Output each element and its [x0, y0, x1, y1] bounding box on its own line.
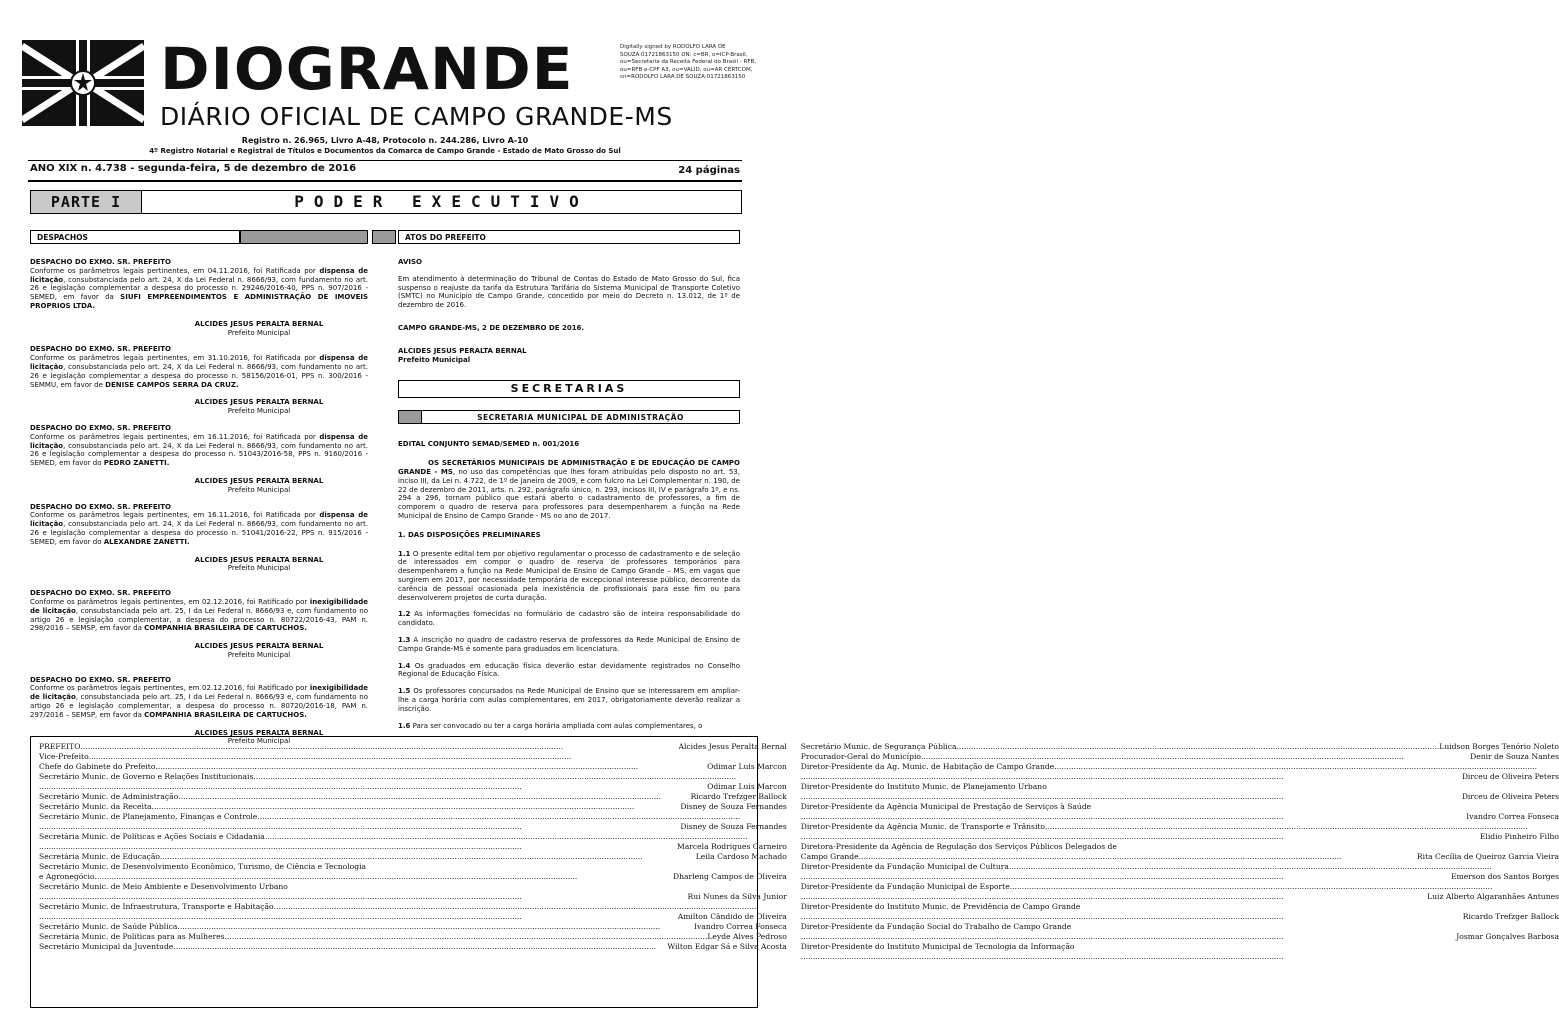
- page-count: 24 páginas: [678, 165, 740, 176]
- aviso-text: Em atendimento à determinação do Tribunal de Contas do Estado de Mato Grosso do Sul, fica suspenso o reajuste da tarifa da Estrutura Tarifária do Sistema Municipal de Transporte Coletivo (SMTC) no Município de Campo Grande, concedido por meio do Decreto n. 13.012, de 1º de dezembro de 2016.: [398, 274, 740, 310]
- edital-item: 1.4 Os graduados em educação física deverão estar devidamente registrados no Conselho Regional de Educação Física.: [398, 661, 740, 679]
- directory-entry: [801, 932, 1559, 942]
- directory-name: Josmar Gonçalves Barbosa: [1456, 932, 1559, 941]
- directory-name: Ivandro Correa Fonseca: [1466, 812, 1559, 821]
- directory-role: Secretária Munic. de Educação: [39, 852, 160, 861]
- directory-role: Chefe do Gabinete do Prefeito: [39, 762, 156, 771]
- directory-role: Vice-Prefeito: [39, 752, 89, 761]
- directory-name: Disney de Souza Fernandes: [680, 802, 787, 811]
- directory-role: Diretor-Presidente da Fundação Municipal de Cultura: [800, 862, 1009, 871]
- masthead-subtitle: DIÁRIO OFICIAL DE CAMPO GRANDE-MS: [160, 102, 673, 131]
- directory-name: Denir de Souza Nantes: [1470, 752, 1559, 761]
- leader-dots: [265, 832, 787, 842]
- leader-dots: [160, 852, 696, 862]
- directory-entry: [801, 792, 1559, 802]
- directory-entry: [801, 892, 1559, 902]
- directory-entry: [39, 902, 787, 912]
- directory-role: Secretário Munic. de Planejamento, Finanças e Controle: [39, 812, 258, 821]
- directory-role: Secretário Munic. de Saúde Pública: [39, 922, 178, 931]
- aviso-date: CAMPO GRANDE-MS, 2 DE DEZEMBRO DE 2016.: [398, 323, 585, 332]
- aviso-signer: ALCIDES JESUS PERALTA BERNAL: [398, 346, 527, 355]
- directory-name: Rui Nunes da Silva Junior: [687, 892, 787, 901]
- leader-dots: [173, 942, 667, 952]
- directory-entry: [39, 802, 787, 812]
- leader-dots: [253, 772, 786, 782]
- leader-dots: [801, 872, 1451, 882]
- leader-dots: [1009, 862, 1559, 872]
- leader-dots: [801, 812, 1466, 822]
- directory-role: Diretor-Presidente da Ag. Munic. de Habitação de Campo Grande: [800, 762, 1055, 771]
- directory-name: Rita Cecília de Queiroz Garcia Vieira: [1416, 852, 1559, 861]
- directory-entry: [801, 742, 1559, 752]
- directory-entry: [39, 912, 787, 922]
- leader-dots: [257, 812, 786, 822]
- directory-entry: [39, 832, 787, 842]
- leader-dots: [225, 932, 708, 942]
- directory-entry: [801, 842, 1559, 852]
- directory-name: Luiz Alberto Algaranhães Antunes: [1427, 892, 1559, 901]
- registro-line-2: 4º Registro Notarial e Registral de Títulos e Documentos da Comarca de Campo Grande - Estado de Mato Grosso do Sul: [149, 147, 621, 155]
- directory-role: Diretor-Presidente do Instituto Munic. de Previdência de Campo Grande: [800, 902, 1081, 911]
- leader-dots: [801, 912, 1463, 922]
- masthead-brand: DIOGRANDE: [160, 35, 574, 103]
- directory-role: Diretor-Presidente da Fundação Social do Trabalho de Campo Grande: [800, 922, 1072, 931]
- leader-dots: [177, 922, 694, 932]
- directory-role: Diretora-Presidente da Agência de Regulação dos Serviços Públicos Delegados de: [800, 842, 1117, 851]
- directory-role: Secretário Munic. de Administração: [39, 792, 179, 801]
- directory-entry: [801, 752, 1559, 762]
- directory-entry: [801, 862, 1559, 872]
- directory-right-column: [801, 742, 1559, 1002]
- directory-entry: [801, 832, 1559, 842]
- directory-role: Diretor-Presidente do Instituto Munic. de Planejamento Urbano: [800, 782, 1047, 791]
- directory-role: e Agronegócio: [39, 872, 95, 881]
- directory-entry: [39, 942, 787, 952]
- directory-name: Leyde Alves Pedroso: [707, 932, 787, 941]
- directory-role: Secretário Munic. de Desenvolvimento Econômico, Turismo, de Ciência e Tecnologia: [39, 862, 367, 871]
- leader-dots: [1045, 822, 1559, 832]
- edital-item: 1.5 Os professores concursados na Rede Municipal de Ensino que se interessarem em ampliar-lhe a carga horária com aulas complementares, em 2017, obrigatoriamente deverão realizar a inscrição.: [398, 687, 740, 713]
- aviso-title: AVISO: [398, 258, 422, 266]
- secretarias-bar: SECRETARIAS: [398, 380, 740, 398]
- directory-role: Procurador-Geral do Município: [800, 752, 921, 761]
- leader-dots: [95, 872, 674, 882]
- leader-dots: [80, 742, 678, 752]
- directory-entry: [39, 752, 787, 762]
- leader-dots: [1054, 762, 1559, 772]
- leader-dots: [89, 752, 787, 762]
- edital-item: 1.6 Para ser convocado ou ter a carga horária ampliada com aulas complementares, o: [398, 721, 703, 730]
- directory-name: Alcides Jesus Peralta Bernal: [678, 742, 787, 751]
- directory-entry: [801, 922, 1559, 932]
- directory-entry: [39, 932, 787, 942]
- directory-name: Ivandro Correa Fonseca: [694, 922, 787, 931]
- leader-dots: [1010, 882, 1559, 892]
- directory-entry: [801, 802, 1559, 812]
- directory-entry: [39, 852, 787, 862]
- directory-entry: [801, 882, 1559, 892]
- directory-entry: [801, 942, 1559, 952]
- directory-entry: [801, 952, 1559, 962]
- leader-dots: [274, 902, 787, 912]
- directory-entry: [39, 922, 787, 932]
- directory-entry: [801, 822, 1559, 832]
- directory-name: Wilton Edgar Sá e Silva Acosta: [667, 942, 787, 951]
- directory-entry: [801, 812, 1559, 822]
- registro-line-1: Registro n. 26.965, Livro A-48, Protocolo n. 244.286, Livro A-10: [241, 136, 529, 145]
- despacho-item: DESPACHO DO EXMO. SR. PREFEITO Conforme os parâmetros legais pertinentes, em 02.12.2016, foi Ratificado por inexigibilidade de licitação, consubstanciada pelo art. 25, I da Lei Federal n. 8666/93 e, com fundamento no artigo 26 e legislação complementar, a despesa do processo n. 80720/2016-18, PAM n. 297/2016 – SEMSP, em favor da COMPANHIA BRASILEIRA DE CARTUCHOS. ALCIDES JESUS PERALTA BERNAL Prefeito Municipal: [30, 675, 368, 746]
- section-bar: [30, 190, 742, 214]
- directory-entry: [39, 772, 787, 782]
- leader-dots: [152, 802, 681, 812]
- directory-name: Odimar Luis Marcon: [707, 782, 787, 791]
- directory-name: Odimar Luis Marcon: [707, 762, 787, 771]
- directory-name: Elidio Pinheiro Filho: [1479, 832, 1559, 841]
- directory-name: Dharleng Campos de Oliveira: [673, 872, 787, 881]
- campo-grande-flag-logo: [22, 40, 144, 126]
- directory-role: Diretor-Presidente do Instituto Municipal de Tecnologia da Informação: [800, 942, 1075, 951]
- despachos-column: [30, 258, 368, 746]
- sec-admin-header: SECRETARIA MUNICIPAL DE ADMINISTRAÇÃO: [422, 410, 740, 424]
- directory-entry: [39, 882, 787, 892]
- directory-role: PREFEITO: [39, 742, 81, 751]
- despacho-item: DESPACHO DO EXMO. SR. PREFEITO Conforme os parâmetros legais pertinentes, em 16.11.2016, foi Ratificada por dispensa de licitação, consubstanciada pelo art. 24, X da Lei Federal n. 8666/93, com fundamento no art. 26 e legislação complementar a despesa do processo n. 51043/2016-58, PPS n. 9160/2016 - SEMED, em favor do PEDRO ZANETTI. ALCIDES JESUS PERALTA BERNAL Prefeito Municipal: [30, 423, 369, 494]
- directory-role: Secretário Municipal da Juventude: [39, 942, 174, 951]
- directory-entry: [801, 762, 1559, 772]
- parte-label: PARTE I: [31, 191, 142, 213]
- directory-name: Leila Cardoso Machado: [695, 852, 787, 861]
- sec-admin-fill: [398, 410, 422, 424]
- directory-role: Secretário Munic. de Segurança Pública: [800, 742, 957, 751]
- leader-dots: [921, 752, 1470, 762]
- directory-role: Secretário Munic. de Governo e Relações Institucionais: [39, 772, 254, 781]
- directory-name: Ricardo Trefzger Ballock: [1462, 912, 1559, 921]
- aviso-role: Prefeito Municipal: [398, 355, 471, 364]
- leader-dots: [859, 852, 1417, 862]
- leader-dots: [801, 952, 1559, 962]
- atos-header-fill: [372, 230, 396, 244]
- directory-role: Diretor-Presidente da Agência Municipal de Prestação de Serviços à Saúde: [800, 802, 1092, 811]
- directory-name: Emerson dos Santos Borges: [1451, 872, 1559, 881]
- edital-title: EDITAL CONJUNTO SEMAD/SEMED n. 001/2016: [398, 440, 580, 449]
- directory-entry: [39, 822, 787, 832]
- directory-left-column: [39, 742, 787, 1002]
- directory-entry: [801, 852, 1559, 862]
- directory-entry: [801, 772, 1559, 782]
- officials-directory: [30, 736, 1559, 1008]
- edition-info: ANO XIX n. 4.738 - segunda-feira, 5 de dezembro de 2016: [30, 163, 357, 174]
- leader-dots: [39, 892, 688, 902]
- directory-role: Diretor-Presidente da Fundação Municipal de Esporte: [800, 882, 1010, 891]
- leader-dots: [801, 792, 1462, 802]
- directory-name: Luidson Borges Tenório Noleto: [1439, 742, 1559, 751]
- despacho-item: DESPACHO DO EXMO. SR. PREFEITO Conforme os parâmetros legais pertinentes, em 02.12.2016, foi Ratificado por inexigibilidade de licitação, consubstanciada pelo art. 25, I da Lei Federal n. 8666/93 e, com fundamento no artigo 26 e legislação complementar, a despesa do processo n. 80722/2016-43, PAM n. 298/2016 – SEMSP, em favor da COMPANHIA BRASILEIRA DE CARTUCHOS. ALCIDES JESUS PERALTA BERNAL Prefeito Municipal: [30, 589, 368, 659]
- directory-entry: [801, 782, 1559, 792]
- leader-dots: [801, 832, 1480, 842]
- edital-item: 1.3 A inscrição no quadro de cadastro reserva de professores da Rede Municipal de Ensino de Campo Grande-MS é somente para graduados em licenciatura.: [398, 635, 740, 653]
- directory-name: Dirceu de Oliveira Peters: [1461, 772, 1559, 781]
- leader-dots: [801, 892, 1427, 902]
- atos-header: ATOS DO PREFEITO: [398, 230, 740, 244]
- directory-entry: [801, 902, 1559, 912]
- atos-column: [398, 258, 740, 730]
- directory-entry: [39, 792, 787, 802]
- directory-name: Dirceu de Oliveira Peters: [1461, 792, 1559, 801]
- directory-entry: [39, 862, 787, 872]
- leader-dots: [178, 792, 690, 802]
- despacho-item: DESPACHO DO EXMO. SR. PREFEITO Conforme os parâmetros legais pertinentes, em 04.11.2016, foi Ratificada por dispensa de licitação, consubstanciada pelo art. 24, X da Lei Federal n. 8666/93, com fundamento no art. 26 e legislação complementar a despesa do processo n. 29246/2016-40, PPS n. 907/2016 - SEMED, em favor da SIUFI EMPREENDIMENTOS E ADMINISTRAÇÃO DE IMOVEIS PROPRIOS LTDA. ALCIDES JESUS PERALTA BERNAL Prefeito Municipal: [30, 258, 369, 337]
- header-rule: [28, 160, 742, 161]
- directory-entry: [801, 912, 1559, 922]
- directory-entry: [39, 782, 787, 792]
- directory-role: Secretário Munic. de Meio Ambiente e Desenvolvimento Urbano: [39, 882, 288, 891]
- edital-item: 1.2 As informações fornecidas no formulário de cadastro são de inteira responsabilidade do candidato.: [398, 610, 740, 628]
- leader-dots: [39, 822, 680, 832]
- despachos-header-fill: [240, 230, 368, 244]
- directory-entry: [39, 872, 787, 882]
- directory-name: Ricardo Trefzger Ballock: [690, 792, 787, 801]
- directory-role: Secretária Munic. de Políticas para as Mulheres: [39, 932, 225, 941]
- directory-role: Diretor-Presidente da Agência Munic. de Transporte e Trânsito: [800, 822, 1045, 831]
- leader-dots: [39, 842, 677, 852]
- section-1-title: 1. DAS DISPOSIÇÕES PRELIMINARES: [398, 530, 541, 539]
- despacho-item: DESPACHO DO EXMO. SR. PREFEITO Conforme os parâmetros legais pertinentes, em 31.10.2016, foi Ratificada por dispensa de licitação, consubstanciada pelo art. 24, X da Lei Federal n. 8666/93, com fundamento no art. 26 e legislação complementar a despesa do processo n. 58156/2016-01, PPS n. 300/2016 - SEMMU, em favor de DENISE CAMPOS SERRA DA CRUZ. ALCIDES JESUS PERALTA BERNAL Prefeito Municipal: [30, 345, 369, 416]
- leader-dots: [39, 782, 707, 792]
- directory-entry: [39, 892, 787, 902]
- directory-name: Amilton Cândido de Oliveira: [677, 912, 787, 921]
- edital-item: 1.1 O presente edital tem por objetivo regulamentar o processo de cadastramento e de seleção de interessados em compor o quadro de reserva de professores temporários para desempenharem a função na Rede Municipal de Ensino de Campo Grande – MS, em vagas que surgirem em 2017, por necessidade temporária de excepcional interesse público, decorrente da carência de pessoal ocasionada pela inexistência de profissionais para esse fim ou para desenvolverem projetos de curta duração.: [398, 549, 740, 602]
- despachos-header: DESPACHOS: [30, 230, 240, 244]
- directory-entry: [39, 742, 787, 752]
- directory-role: Campo Grande: [800, 852, 859, 861]
- directory-role: Secretário Munic. da Receita: [39, 802, 152, 811]
- directory-entry: [39, 762, 787, 772]
- directory-entry: [39, 812, 787, 822]
- leader-dots: [801, 772, 1462, 782]
- leader-dots: [39, 912, 678, 922]
- directory-role: Secretário Munic. de Infraestrutura, Transporte e Habitação: [39, 902, 274, 911]
- header-rule-bottom: [28, 180, 742, 182]
- leader-dots: [801, 932, 1456, 942]
- directory-entry: [39, 842, 787, 852]
- directory-role: Secretária Munic. de Políticas e Ações Sociais e Cidadania: [39, 832, 265, 841]
- directory-name: Disney de Souza Fernandes: [680, 822, 787, 831]
- edital-intro: OS SECRETÁRIOS MUNICIPAIS DE ADMINISTRAÇÃO E DE EDUCAÇÃO DE CAMPO GRANDE - MS, no uso das competências que lhes foram atribuídas pelo disposto no art. 53, inciso III, da Lei n. 4.722, de 1º de janeiro de 2009, e com fulcro na Lei Complementar n. 190, de 22 de dezembro de 2011, arts. n. 292, parágrafo único, n. 293, incisos III, IV e parágrafo 1º, e ns. 294 a 296, tornam público que estará aberto o cadastramento de professores, a fim de comporem o quadro de reserva para professores para desempenharem a função na Rede Municipal de Ensino de Campo Grande - MS no ano de 2017.: [398, 459, 740, 520]
- leader-dots: [155, 762, 707, 772]
- leader-dots: [957, 742, 1440, 752]
- despacho-item: DESPACHO DO EXMO. SR. PREFEITO Conforme os parâmetros legais pertinentes, em 16.11.2016, foi Ratificada por dispensa de licitação, consubstanciada pelo art. 24, X da Lei Federal n. 8666/93, com fundamento no art. 26 e legislação complementar a despesa do processo n. 51041/2016-22, PPS n. 915/2016 - SEMED, em favor do ALEXANDRE ZANETTI. ALCIDES JESUS PERALTA BERNAL Prefeito Municipal: [30, 502, 369, 573]
- digital-signature-note: Digitally signed by RODOLFO LARA DE SOUZA:01721863150 DN: c=BR, o=ICP-Brasil, ou=Secretaria da Receita Federal do Brasil - RFB, ou=RFB e-CPF A3, ou=VALID, ou=AR CERTCOM, cn=RODOLFO LARA DE SOUZA:01721863150: [620, 44, 757, 81]
- directory-entry: [801, 872, 1559, 882]
- directory-name: Marcela Rodrigues Carneiro: [676, 842, 787, 851]
- section-title: PODER EXECUTIVO: [294, 192, 589, 211]
